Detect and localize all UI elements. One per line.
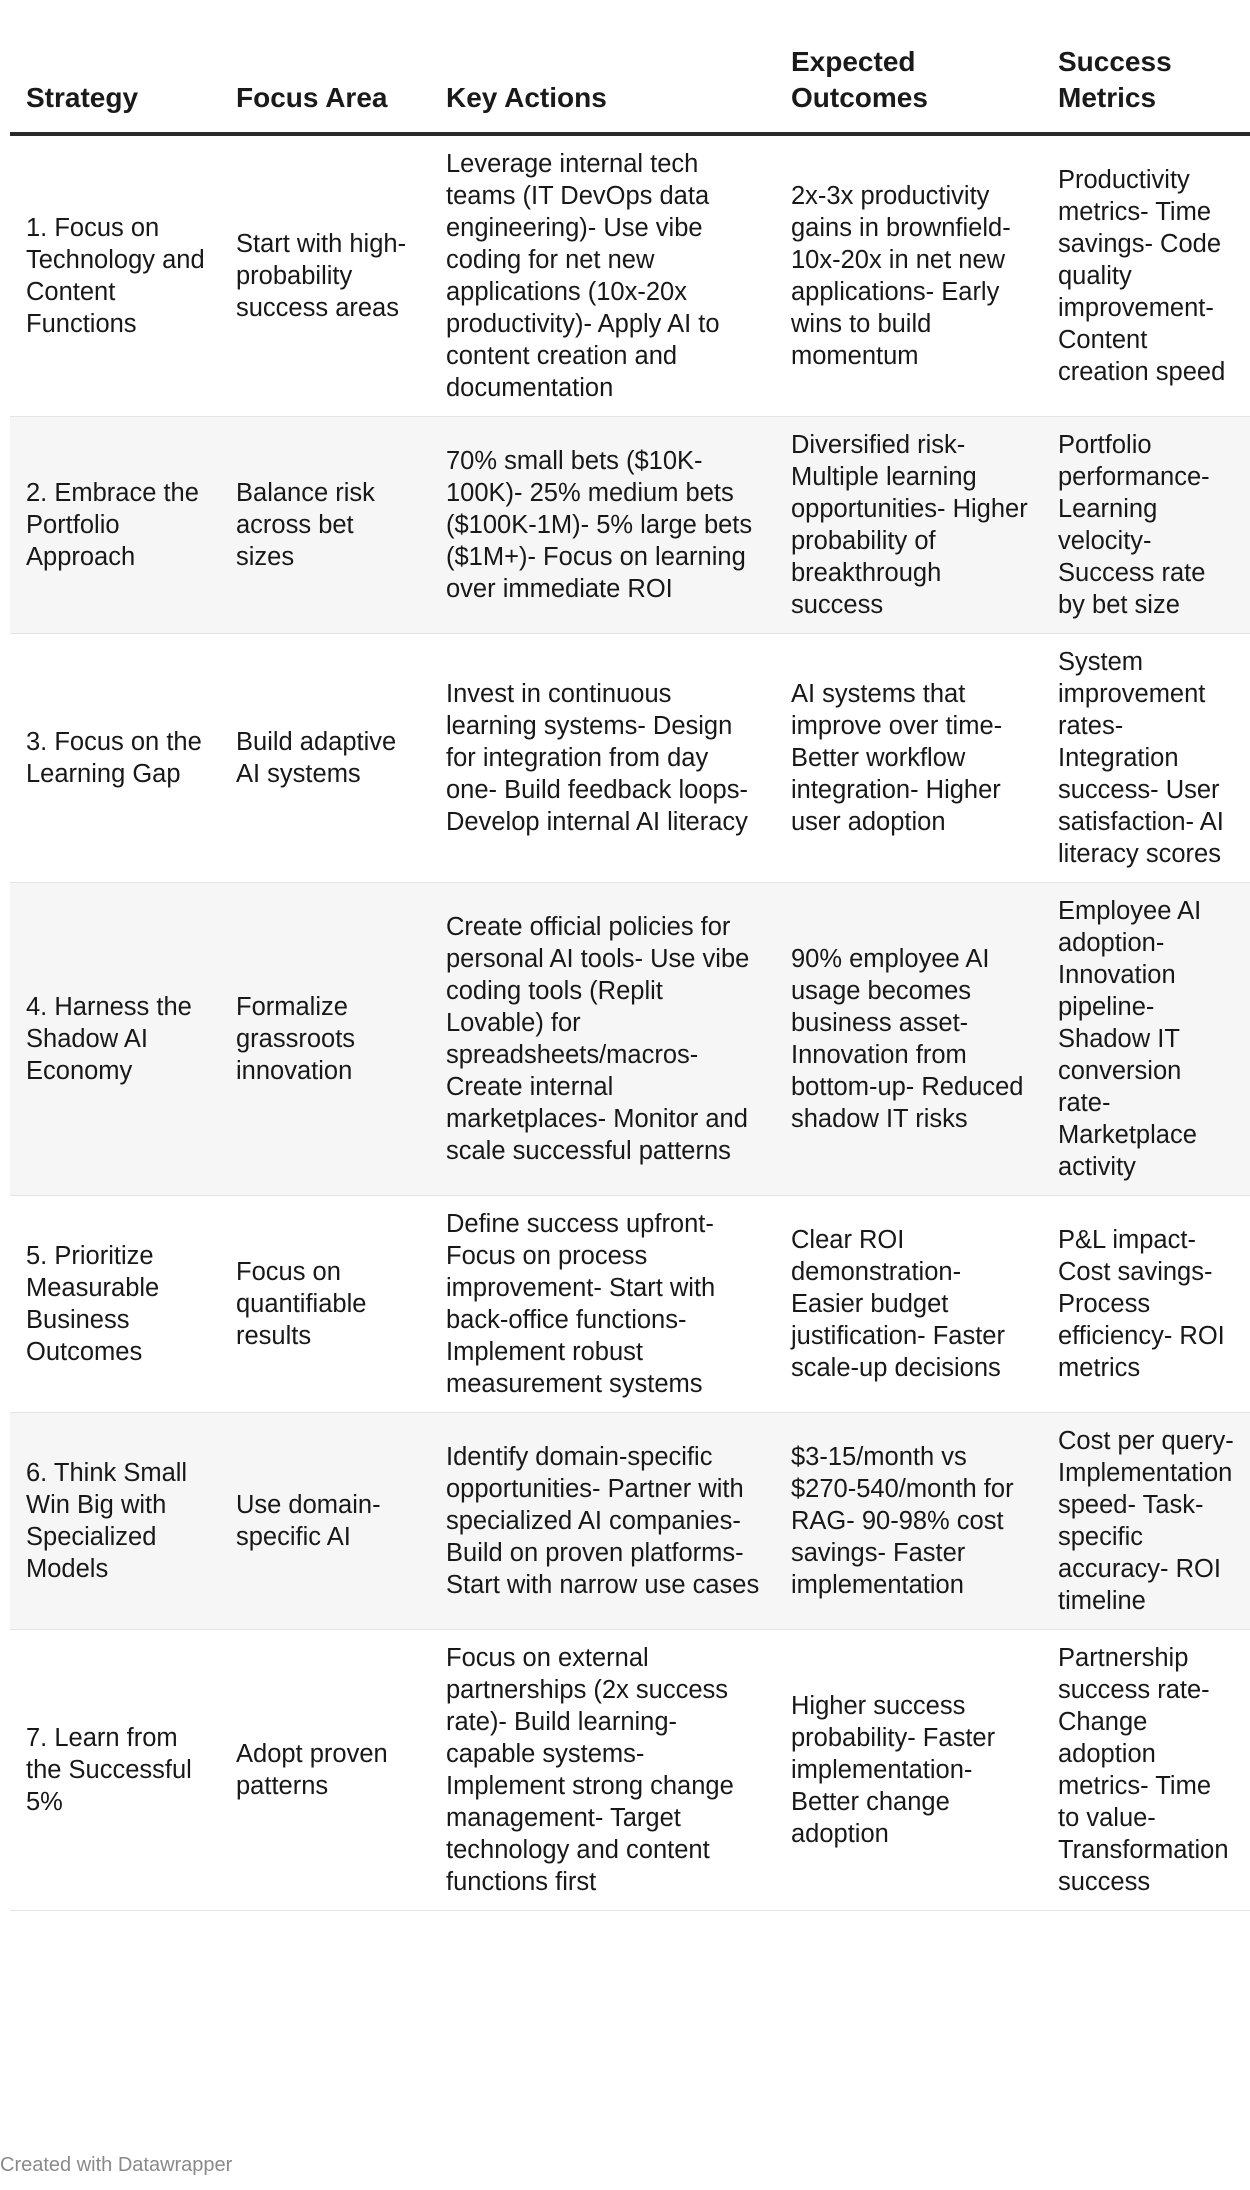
cell-key-actions: Invest in continuous learning systems- Design for integration from day one- Build feedback loops- Develop internal AI literacy: [430, 634, 775, 883]
cell-key-actions: Leverage internal tech teams (IT DevOps data engineering)- Use vibe coding for net new applications (10x-20x productivity)- Apply AI to content creation and documentation: [430, 134, 775, 417]
header-expected-outcomes: Expected Outcomes: [775, 44, 1042, 134]
cell-expected-outcomes: Diversified risk- Multiple learning opportunities- Higher probability of breakthrough success: [775, 417, 1042, 634]
cell-expected-outcomes: 2x-3x productivity gains in brownfield- 10x-20x in net new applications- Early wins to build momentum: [775, 134, 1042, 417]
cell-focus-area: Focus on quantifiable results: [220, 1196, 430, 1413]
header-key-actions: Key Actions: [430, 44, 775, 134]
cell-success-metrics: System improvement rates- Integration success- User satisfaction- AI literacy scores: [1042, 634, 1250, 883]
cell-strategy: 3. Focus on the Learning Gap: [10, 634, 220, 883]
cell-key-actions: Create official policies for personal AI tools- Use vibe coding tools (Replit Lovable) for spreadsheets/macros- Create internal marketplaces- Monitor and scale successful patterns: [430, 883, 775, 1196]
table-row: [10, 1413, 1250, 1630]
cell-success-metrics: Partnership success rate- Change adoption metrics- Time to value- Transformation success: [1042, 1630, 1250, 1911]
cell-success-metrics: Cost per query- Implementation speed- Task-specific accuracy- ROI timeline: [1042, 1413, 1250, 1630]
cell-key-actions: 70% small bets ($10K-100K)- 25% medium bets ($100K-1M)- 5% large bets ($1M+)- Focus on learning over immediate ROI: [430, 417, 775, 634]
table-row: [10, 1630, 1250, 1911]
table-row: [10, 417, 1250, 634]
table-row: [10, 883, 1250, 1196]
cell-strategy: 1. Focus on Technology and Content Functions: [10, 134, 220, 417]
cell-focus-area: Use domain-specific AI: [220, 1413, 430, 1630]
cell-key-actions: Focus on external partnerships (2x success rate)- Build learning-capable systems- Implement strong change management- Target technology and content functions first: [430, 1630, 775, 1911]
table-viewport[interactable]: [10, 0, 1234, 2140]
table-row: [10, 634, 1250, 883]
cell-success-metrics: Productivity metrics- Time savings- Code quality improvement- Content creation speed: [1042, 134, 1250, 417]
header-row: [10, 44, 1250, 134]
header-success-metrics: Success Metrics: [1042, 44, 1250, 134]
datawrapper-credit: Created with Datawrapper: [0, 2154, 233, 2176]
table-row: [10, 1196, 1250, 1413]
cell-success-metrics: P&L impact- Cost savings- Process efficiency- ROI metrics: [1042, 1196, 1250, 1413]
cell-focus-area: Adopt proven patterns: [220, 1630, 430, 1911]
cell-success-metrics: Employee AI adoption- Innovation pipeline- Shadow IT conversion rate- Marketplace activity: [1042, 883, 1250, 1196]
cell-strategy: 4. Harness the Shadow AI Economy: [10, 883, 220, 1196]
cell-expected-outcomes: 90% employee AI usage becomes business asset- Innovation from bottom-up- Reduced shadow IT risks: [775, 883, 1042, 1196]
cell-strategy: 5. Prioritize Measurable Business Outcomes: [10, 1196, 220, 1413]
cell-focus-area: Start with high-probability success areas: [220, 134, 430, 417]
cell-strategy: 2. Embrace the Portfolio Approach: [10, 417, 220, 634]
cell-expected-outcomes: Clear ROI demonstration- Easier budget justification- Faster scale-up decisions: [775, 1196, 1042, 1413]
cell-key-actions: Identify domain-specific opportunities- Partner with specialized AI companies- Build on proven platforms- Start with narrow use cases: [430, 1413, 775, 1630]
cell-expected-outcomes: $3-15/month vs $270-540/month for RAG- 90-98% cost savings- Faster implementation: [775, 1413, 1042, 1630]
cell-focus-area: Formalize grassroots innovation: [220, 883, 430, 1196]
header-strategy: Strategy: [10, 44, 220, 134]
table-row: [10, 134, 1250, 417]
cell-expected-outcomes: Higher success probability- Faster implementation- Better change adoption: [775, 1630, 1042, 1911]
strategy-table: [10, 44, 1250, 1911]
cell-key-actions: Define success upfront- Focus on process improvement- Start with back-office functions- Implement robust measurement systems: [430, 1196, 775, 1413]
cell-focus-area: Balance risk across bet sizes: [220, 417, 430, 634]
cell-success-metrics: Portfolio performance- Learning velocity- Success rate by bet size: [1042, 417, 1250, 634]
cell-focus-area: Build adaptive AI systems: [220, 634, 430, 883]
cell-strategy: 7. Learn from the Successful 5%: [10, 1630, 220, 1911]
cell-strategy: 6. Think Small Win Big with Specialized Models: [10, 1413, 220, 1630]
header-focus-area: Focus Area: [220, 44, 430, 134]
cell-expected-outcomes: AI systems that improve over time- Better workflow integration- Higher user adoption: [775, 634, 1042, 883]
